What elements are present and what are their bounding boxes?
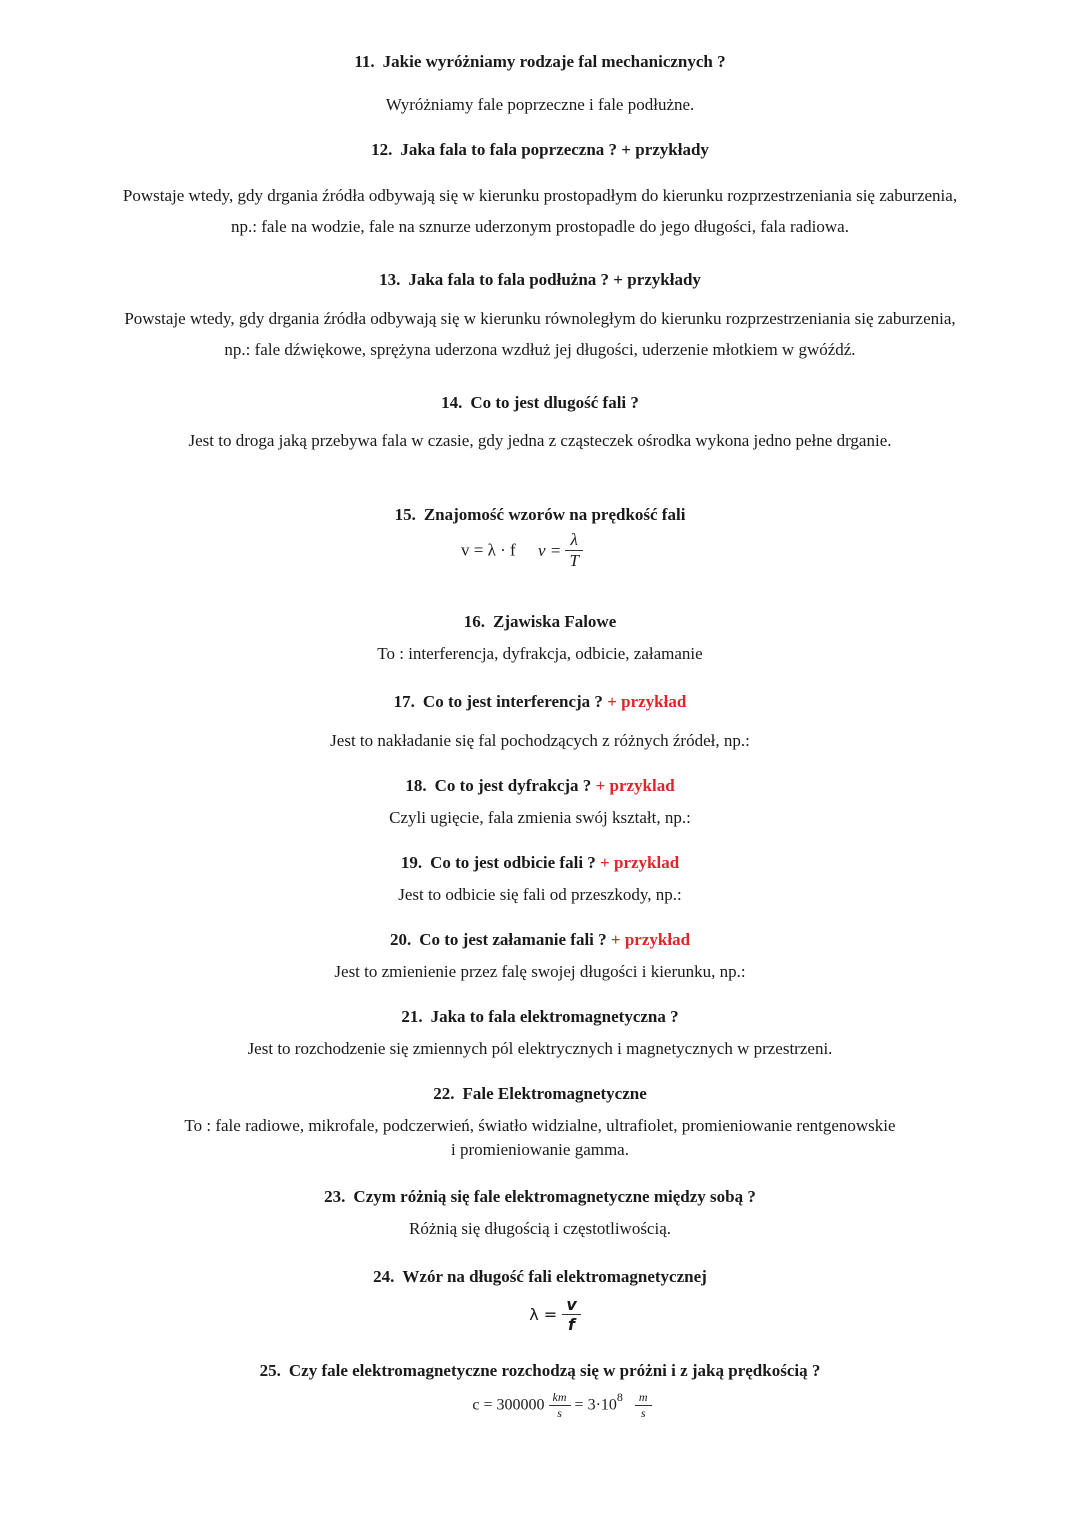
question-25: 25. Czy fale elektromagnetyczne rozchodzą się w próżni i z jaką prędkością ? [259,1361,821,1380]
question-19: 19. Co to jest odbicie fali ? + przyklad [400,853,680,872]
example-tag: + przykład [607,692,687,711]
answer-13-line-2: np.: fale dźwiękowe, sprężyna uderzona wzdłuż jej długości, uderzenie młotkiem w gwóźdź. [224,340,856,359]
answer-13-line-1: Powstaje wtedy, gdy drgania źródła odbywają się w kierunku równoległym do kierunku rozprzestrzeniania się zaburzenia, [124,309,956,328]
question-14: 14. Co to jest dlugość fali ? [441,393,639,412]
formula-lambda: λ = $\frac{v}{f}$ [15,1295,1080,1334]
answer-17: Jest to nakładanie się fal pochodzących z różnych źródeł, np.: [330,731,750,750]
formula-v-lhs: v = [537,540,562,560]
unit-m-per-s: $\frac{m}{s}$ [635,1390,652,1421]
question-20: 20. Co to jest załamanie fali ? + przykład [389,930,691,949]
formula-speed-of-light: c = 300000 $\frac{km}{s}$ = $3\cdot 10^8$ $\frac{m}{s}$ [22,1390,1080,1421]
formula-lambda-over-t: $\frac{\lambda}{T}$ [565,530,582,571]
example-tag: + przykład [610,930,691,949]
question-24: 24. Wzór na długość fali elektromagnetycznej [373,1267,707,1286]
question-11: 11. Jakie wyróżniamy rodzaje fal mechanicznych ? [354,52,726,71]
answer-23: Różnią się długością i częstotliwością. [408,1219,671,1238]
question-23: 23. Czym różnią się fale elektromagnetyczne między sobą ? [324,1187,756,1206]
answer-22-line-1: To : fale radiowe, mikrofale, podczerwień, światło widzialne, ultrafiolet, promieniowanie rentgenowskie [184,1116,896,1135]
example-tag: + przyklad [595,776,675,795]
answer-20: Jest to zmienienie przez falę swojej długości i kierunku, np.: [334,962,746,981]
question-13: 13. Jaka fala to fala podłużna ? + przykłady [379,270,701,289]
question-12: 12. Jaka fala to fala poprzeczna ? + przykłady [371,140,709,159]
answer-11: Wyróżniamy fale poprzeczne i fale podłużne. [385,95,695,114]
example-tag: + przyklad [600,853,680,872]
answer-16: To : interferencja, dyfrakcja, odbicie, załamanie [377,644,703,663]
answer-19: Jest to odbicie się fali od przeszkody, np.: [398,885,682,904]
question-17: 17. Co to jest interferencja ? + przykład [393,692,687,711]
answer-12-line-2: np.: fale na wodzie, fale na sznurze uderzonym prostopadle do jego długości, fala radiowa. [231,217,849,236]
formula-v-lambda-f: v = λ · f [461,540,516,560]
answer-12-line-1: Powstaje wtedy, gdy drgania źródła odbywają się w kierunku prostopadłym do kierunku rozprzestrzeniania się zaburzenia, [122,186,958,205]
question-16: 16. Zjawiska Falowe [463,612,617,631]
question-18: 18. Co to jest dyfrakcja ? + przyklad [405,776,675,795]
question-21: 21. Jaka to fala elektromagnetyczna ? [401,1007,679,1026]
question-22: 22. Fale Elektromagnetyczne [433,1084,647,1103]
answer-22-line-2: i promieniowanie gamma. [451,1140,629,1159]
question-15: 15. Znajomość wzorów na prędkość fali [394,505,686,524]
unit-km-per-s: $\frac{km}{s}$ [549,1390,571,1421]
answer-18: Czyli ugięcie, fala zmienia swój kształt, np.: [389,808,691,827]
formula-wave-speed [0,530,1062,571]
formula-v-over-f: $\frac{v}{f}$ [562,1295,580,1334]
answer-21: Jest to rozchodzenie się zmiennych pól elektrycznych i magnetycznych w przestrzeni. [247,1039,833,1058]
answer-14: Jest to droga jaką przebywa fala w czasie, gdy jedna z cząsteczek ośrodka wykona jedno pełne drganie. [188,431,892,450]
